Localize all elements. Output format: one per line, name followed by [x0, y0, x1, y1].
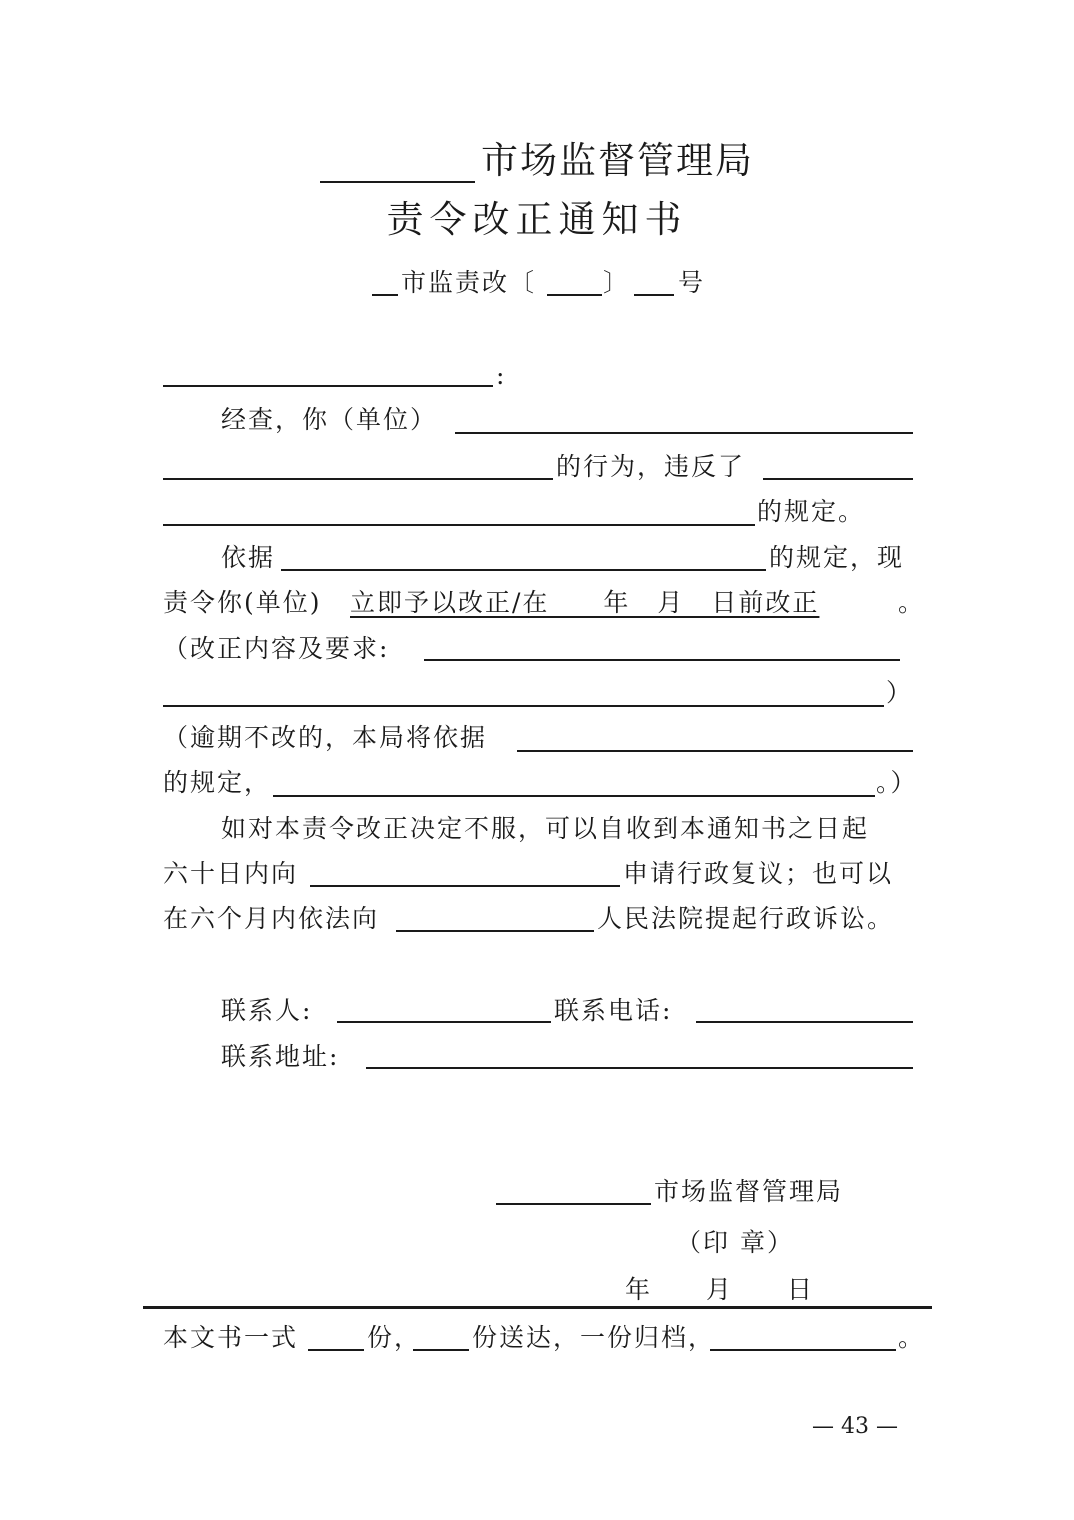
contact-person-blank	[337, 1021, 551, 1023]
contact-person-label: 联系人:	[221, 996, 313, 1025]
signature-bureau-blank	[496, 1203, 651, 1205]
copies-text-b: 份，	[367, 1323, 422, 1352]
page-number: — 43 —	[812, 1414, 898, 1439]
p3-requirement-blank-b	[163, 705, 884, 707]
p3-text-a: （改正内容及要求:	[163, 634, 390, 663]
p4-text-c: 。）	[876, 768, 918, 797]
p2-text-c: 责令你(单位)	[163, 588, 322, 617]
contact-address-blank	[366, 1067, 913, 1069]
p5-text-c: 申请行政复议；也可以	[623, 859, 894, 888]
contact-phone-blank	[696, 1021, 913, 1023]
copies-text-c: 份送达，一份归档，	[472, 1323, 716, 1352]
doc-number-year-blank	[547, 294, 602, 296]
signature-bureau: 市场监督管理局	[654, 1177, 844, 1206]
p2-text-a: 依据	[221, 543, 276, 572]
p1-text-b: 的行为，违反了	[556, 452, 746, 481]
p2-text-e: 。	[898, 588, 926, 617]
p5-text-d: 在六个月内依法向	[163, 904, 380, 933]
p2-text-b: 的规定，现	[769, 543, 905, 572]
signature-seal: （印 章）	[676, 1228, 794, 1257]
document-title: 责令改正通知书	[386, 198, 688, 241]
footer-divider	[143, 1306, 932, 1309]
p2-correction-option: 立即予以改正/在 年 月 日前改正	[350, 588, 820, 617]
p4-text-a: （逾期不改的，本局将依据	[163, 723, 488, 752]
p1-text-a: 经查，你（单位）	[221, 405, 438, 434]
signature-date: 年 月 日	[625, 1275, 815, 1304]
p1-behavior-blank	[163, 478, 553, 480]
copies-other-blank	[710, 1349, 896, 1351]
p5-text-a: 如对本责令改正决定不服，可以自收到本通知书之日起	[221, 814, 870, 843]
doc-number-text-a: 市监责改〔	[401, 268, 537, 297]
p3-text-b: ）	[886, 678, 914, 707]
doc-number-prefix-blank	[372, 294, 398, 296]
copies-text-a: 本文书一式	[163, 1323, 299, 1352]
p1-law-blank-a	[763, 478, 913, 480]
p4-basis-blank	[517, 750, 913, 752]
p4-text-b: 的规定，	[163, 768, 272, 797]
p1-text-c: 的规定。	[757, 497, 866, 526]
addressee-blank	[163, 385, 493, 387]
addressee-colon: :	[496, 361, 507, 390]
contact-phone-label: 联系电话:	[554, 996, 673, 1025]
bureau-name-blank	[320, 181, 475, 183]
p5-text-b: 六十日内向	[163, 859, 299, 888]
doc-number-text-c: 号	[678, 268, 706, 297]
p5-text-e: 人民法院提起行政诉讼。	[597, 904, 895, 933]
copies-total-blank	[308, 1349, 364, 1351]
p2-basis-blank	[281, 569, 766, 571]
p1-subject-blank	[455, 432, 913, 434]
p5-review-body-blank	[310, 885, 620, 887]
doc-number-serial-blank	[634, 294, 674, 296]
p1-law-blank-b	[163, 524, 755, 526]
p5-court-blank	[396, 930, 594, 932]
doc-number-text-b: 〕	[603, 268, 631, 297]
p3-requirement-blank-a	[424, 659, 900, 661]
p4-penalty-blank	[273, 795, 875, 797]
contact-address-label: 联系地址:	[221, 1042, 340, 1071]
bureau-title: 市场监督管理局	[481, 139, 754, 182]
copies-text-d: 。	[898, 1323, 926, 1352]
copies-served-blank	[413, 1349, 469, 1351]
